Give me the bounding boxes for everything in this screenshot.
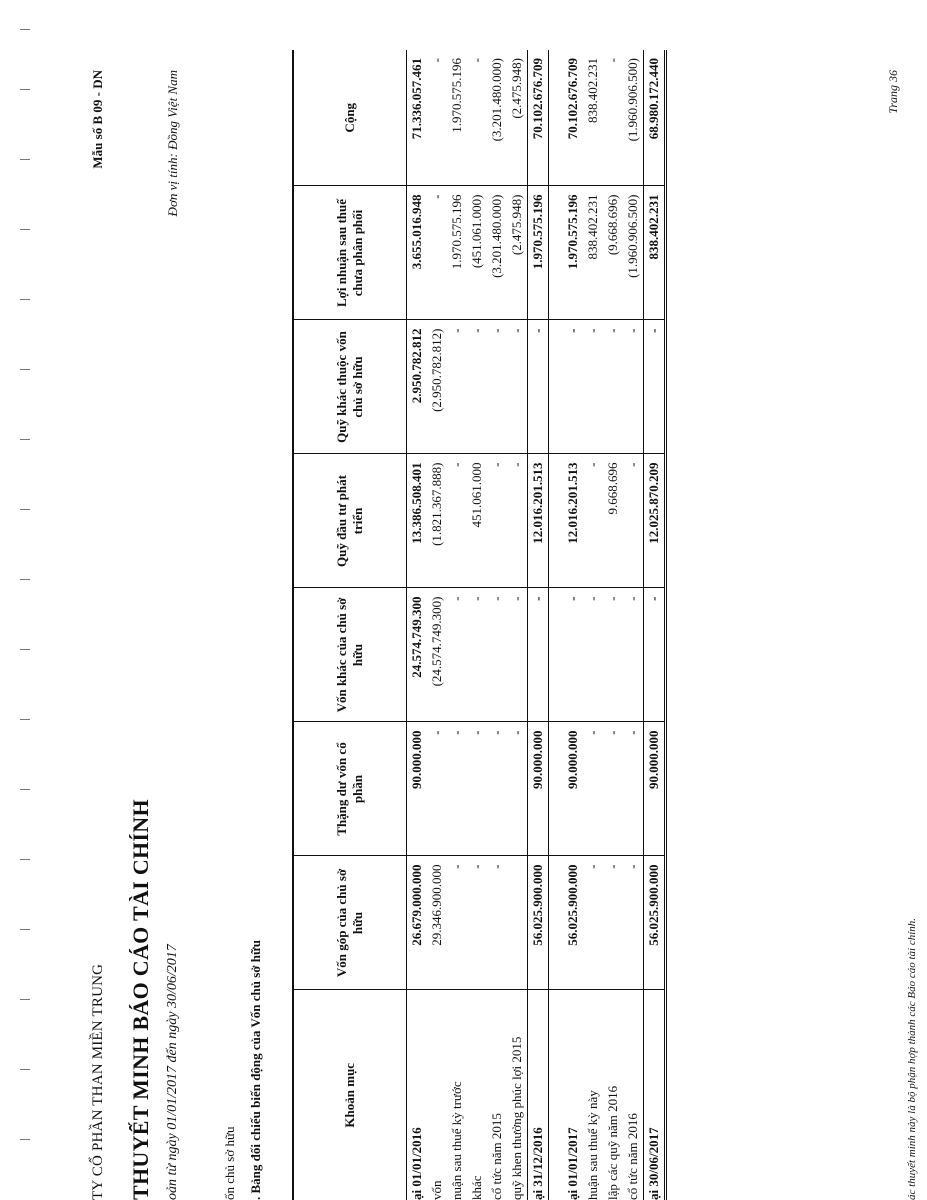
table-cell: - (467, 722, 487, 856)
table-cell: - (507, 320, 528, 454)
table-row (487, 50, 507, 1200)
form-code: Mẫu số B 09 - DN (90, 70, 105, 169)
table-cell: - (623, 454, 644, 588)
column-header: Cộng (293, 50, 407, 186)
table-cell: - (427, 722, 447, 856)
table-cell: 451.061.000 (467, 454, 487, 588)
table-cell: (2.475.948) (507, 50, 528, 186)
table-cell: - (427, 186, 447, 320)
table-cell: - (583, 722, 603, 856)
table-row (467, 50, 487, 1200)
table-cell: - (644, 588, 666, 722)
table-cell: - (623, 320, 644, 454)
table-cell: 3.655.016.948 (407, 186, 428, 320)
table-row (603, 50, 623, 1200)
table-cell: - (447, 588, 467, 722)
table-cell: - (487, 320, 507, 454)
table-cell: - (603, 320, 623, 454)
table-cell: 90.000.000 (407, 722, 428, 856)
column-header: Quỹ khác thuộc vốn chủ sở hữu (293, 320, 407, 454)
table-cell: 56.025.900.000 (528, 856, 549, 990)
column-header: Lợi nhuận sau thuế chưa phân phối (293, 186, 407, 320)
table-cell: - (507, 454, 528, 588)
currency-unit: Đơn vị tính: Đồng Việt Nam (165, 70, 180, 217)
table-cell: - (528, 588, 549, 722)
table-cell: - (528, 320, 549, 454)
table-cell: (1.960.906.500) (623, 50, 644, 186)
table-cell: 70.102.676.709 (549, 50, 584, 186)
table-cell: 70.102.676.709 (528, 50, 549, 186)
table-row (528, 50, 549, 1200)
table-row (507, 50, 528, 1200)
table-cell: (1.960.906.500) (623, 186, 644, 320)
table-cell: - (623, 588, 644, 722)
table-cell: - (644, 320, 666, 454)
table-row (583, 50, 603, 1200)
table-cell: - (623, 856, 644, 990)
company-name: TY CỔ PHẦN THAN MIỀN TRUNG (90, 963, 106, 1200)
row-label: cổ tức năm 2015 (489, 1113, 504, 1200)
table-cell: - (487, 588, 507, 722)
row-label: huận sau thuế kỳ này (585, 1090, 600, 1200)
table-cell: 24.574.749.300 (407, 588, 428, 722)
row-label: khác (469, 1175, 484, 1200)
row-label: vốn (429, 1180, 444, 1200)
table-cell: (2.475.948) (507, 186, 528, 320)
table-header-row (293, 50, 407, 1200)
scan-edge-marks (20, 0, 34, 1200)
table-cell: 1.970.575.196 (447, 50, 467, 186)
table-cell: - (467, 320, 487, 454)
table-cell: 838.402.231 (583, 50, 603, 186)
table-row (644, 50, 666, 1200)
row-label: ại 31/12/2016 (528, 990, 549, 1200)
table-cell: - (427, 50, 447, 186)
table-cell: 90.000.000 (528, 722, 549, 856)
table-cell: (1.821.367.888) (427, 454, 447, 588)
table-cell: 838.402.231 (644, 186, 666, 320)
table-cell: - (583, 320, 603, 454)
row-label: cổ tức năm 2016 (625, 1113, 640, 1200)
table-cell: 29.346.900.000 (427, 856, 447, 990)
table-cell: 1.970.575.196 (447, 186, 467, 320)
table-cell (507, 856, 528, 990)
table-row (447, 50, 467, 1200)
table-cell: 90.000.000 (549, 722, 584, 856)
row-label: lập các quỹ năm 2016 (605, 1085, 620, 1200)
table-cell: 2.950.782.812 (407, 320, 428, 454)
table-cell: - (487, 856, 507, 990)
row-label: nuận sau thuế kỳ trước (449, 1081, 464, 1200)
table-cell: 56.025.900.000 (644, 856, 666, 990)
column-header: Khoản mục (293, 990, 407, 1200)
table-cell: - (623, 722, 644, 856)
table-cell: - (583, 454, 603, 588)
row-label: quỹ khen thưởng phúc lợi 2015 (509, 1036, 524, 1200)
table-cell: 12.016.201.513 (549, 454, 584, 588)
table-cell: - (583, 856, 603, 990)
table-cell: 56.025.900.000 (549, 856, 584, 990)
table-cell: 9.668.696 (603, 454, 623, 588)
table-cell: 1.970.575.196 (528, 186, 549, 320)
table-cell: 71.336.057.461 (407, 50, 428, 186)
column-header: Vốn góp của chủ sở hữu (293, 856, 407, 990)
table-row (427, 50, 447, 1200)
table-cell: - (507, 588, 528, 722)
table-cell: - (507, 722, 528, 856)
document-title: THUYẾT MINH BÁO CÁO TÀI CHÍNH (128, 799, 153, 1200)
table-cell: - (447, 856, 467, 990)
footer-note: ác thuyết minh này là bộ phận hợp thành các Báo cáo tài chính. (906, 917, 918, 1200)
table-cell: - (447, 320, 467, 454)
table-cell: 68.980.172.440 (644, 50, 666, 186)
table-cell: 26.679.000.000 (407, 856, 428, 990)
table-cell: (9.668.696) (603, 186, 623, 320)
section-heading: ốn chủ sở hữu (222, 1126, 237, 1200)
column-header: Vốn khác của chủ sở hữu (293, 588, 407, 722)
page-number: Trang 36 (886, 70, 900, 114)
table-cell: - (447, 722, 467, 856)
table-cell: - (487, 722, 507, 856)
row-label: ại 01/01/2017 (549, 990, 584, 1200)
table-cell: - (487, 454, 507, 588)
table-cell: - (583, 588, 603, 722)
column-header: Quỹ đầu tư phát triển (293, 454, 407, 588)
table-row (407, 50, 428, 1200)
table-cell: - (603, 722, 623, 856)
table-cell: (3.201.480.000) (487, 186, 507, 320)
table-cell: - (549, 588, 584, 722)
table-row (623, 50, 644, 1200)
equity-reconciliation-table (292, 50, 667, 1200)
table-cell: - (467, 856, 487, 990)
table-cell: 838.402.231 (583, 186, 603, 320)
table-cell: (3.201.480.000) (487, 50, 507, 186)
table-cell: (24.574.749.300) (427, 588, 447, 722)
table-cell: (2.950.782.812) (427, 320, 447, 454)
table-cell: - (467, 588, 487, 722)
table-cell: - (603, 588, 623, 722)
table-cell: 12.025.870.209 (644, 454, 666, 588)
table-cell: - (447, 454, 467, 588)
table-cell: 90.000.000 (644, 722, 666, 856)
column-header: Thặng dư vốn cổ phần (293, 722, 407, 856)
table-cell: - (603, 50, 623, 186)
table-row (549, 50, 584, 1200)
table-cell: - (467, 50, 487, 186)
table-cell: 12.016.201.513 (528, 454, 549, 588)
table-cell: (451.061.000) (467, 186, 487, 320)
subsection-heading: . Bảng đối chiếu biến động của Vốn chủ sở hữu (248, 939, 263, 1200)
row-label: ại 01/01/2016 (409, 1127, 424, 1200)
table-cell: 13.386.508.401 (407, 454, 428, 588)
row-label: ại 30/06/2017 (644, 990, 666, 1200)
table-cell: - (549, 320, 584, 454)
table-cell: - (603, 856, 623, 990)
reporting-period: oản từ ngày 01/01/2017 đến ngày 30/06/2017 (165, 944, 180, 1200)
table-cell: 1.970.575.196 (549, 186, 584, 320)
